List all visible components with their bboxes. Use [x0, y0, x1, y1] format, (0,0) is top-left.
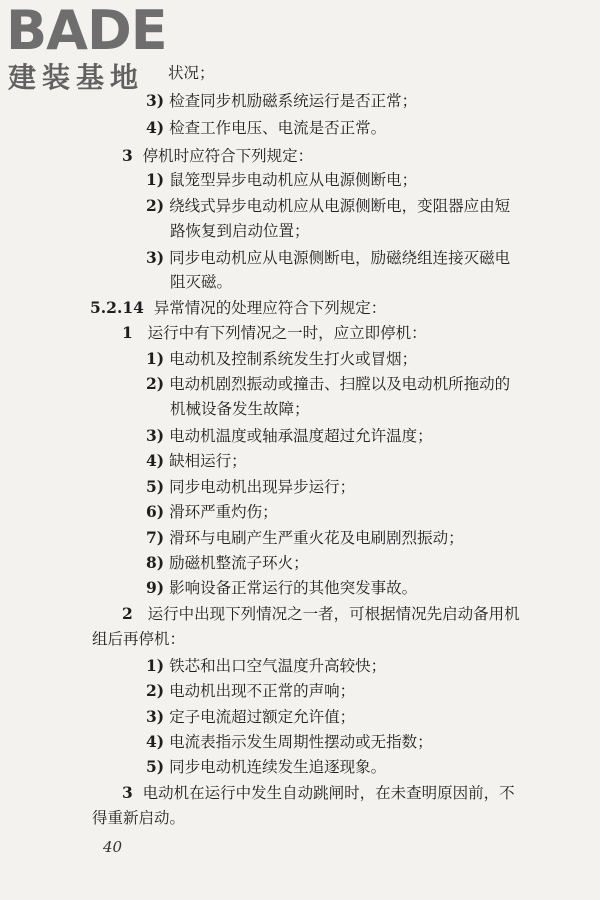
item-text: 铁芯和出口空气温度升高较快；	[169, 657, 387, 675]
clause-number: 3	[122, 146, 133, 165]
item-number: 5)	[146, 757, 165, 776]
list-item	[146, 118, 386, 138]
line-text: 机械设备发生故障；	[170, 400, 310, 418]
item-text: 电动机出现不正常的声响；	[169, 682, 356, 700]
item-text: 同步电动机出现异步运行；	[169, 478, 356, 496]
page-number: 40	[103, 838, 123, 856]
item-number: 8)	[146, 553, 165, 572]
list-item	[146, 374, 510, 394]
list-item	[146, 477, 355, 497]
item-text: 影响设备正常运行的其他突发事故。	[169, 579, 418, 597]
section-heading	[90, 298, 386, 318]
text-line	[168, 63, 215, 83]
item-text: 电动机及控制系统发生打火或冒烟；	[169, 350, 418, 368]
item-number: 2)	[146, 681, 165, 700]
item-text: 鼠笼型异步电动机应从电源侧断电；	[169, 171, 418, 189]
section-number: 5.2.14	[90, 298, 144, 317]
item-number: 4)	[146, 732, 165, 751]
item-number: 3)	[146, 91, 165, 110]
list-item	[146, 196, 510, 216]
item-text: 检查工作电压、电流是否正常。	[169, 119, 387, 137]
clause-text: 停机时应符合下列规定：	[142, 147, 314, 165]
item-text: 电动机温度或轴承温度超过允许温度；	[169, 427, 433, 445]
list-item	[146, 578, 417, 598]
list-item	[146, 91, 417, 111]
item-text: 励磁机整流子环火；	[169, 554, 309, 572]
list-item	[146, 451, 247, 471]
clause-item	[122, 323, 427, 343]
clause-text: 运行中出现下列情况之一者，可根据情况先启动备用机	[147, 605, 520, 623]
clause-text: 电动机在运行中发生自动跳闸时，在未查明原因前，不	[142, 784, 515, 802]
clause-number: 2	[122, 604, 133, 623]
item-text: 同步电动机连续发生追逐现象。	[169, 758, 387, 776]
item-text: 滑环严重灼伤；	[169, 503, 278, 521]
item-text: 缺相运行；	[169, 452, 247, 470]
item-text: 电动机剧烈振动或撞击、扫膛以及电动机所拖动的	[169, 375, 511, 393]
item-number: 4)	[146, 118, 165, 137]
item-number: 3)	[146, 248, 165, 267]
item-number: 2)	[146, 374, 165, 393]
clause-text: 运行中有下列情况之一时，应立即停机：	[147, 324, 427, 342]
line-text: 阻灭磁。	[170, 273, 233, 291]
text-line	[92, 629, 185, 649]
item-number: 5)	[146, 477, 165, 496]
clause-item	[122, 783, 515, 803]
item-text: 定子电流超过额定允许值；	[169, 708, 356, 726]
list-item	[146, 349, 417, 369]
logo-mark: BADE	[6, 0, 167, 62]
item-number: 6)	[146, 502, 165, 521]
list-item	[146, 681, 355, 701]
item-text: 绕线式异步电动机应从电源侧断电，变阻器应由短	[169, 197, 511, 215]
list-item	[146, 707, 355, 727]
list-item	[146, 502, 278, 522]
clause-number: 1	[122, 323, 133, 342]
item-number: 3)	[146, 426, 165, 445]
list-item	[146, 553, 309, 573]
list-item	[146, 732, 433, 752]
list-item	[146, 757, 386, 777]
clause-item	[122, 146, 313, 166]
list-item	[146, 170, 417, 190]
list-item	[146, 248, 510, 268]
text-line	[170, 221, 310, 241]
line-text: 状况；	[168, 64, 215, 82]
item-text: 滑环与电刷产生严重火花及电刷剧烈振动；	[169, 529, 464, 547]
item-number: 4)	[146, 451, 165, 470]
item-number: 7)	[146, 528, 165, 547]
clause-number: 3	[122, 783, 133, 802]
line-text: 组后再停机：	[92, 630, 186, 648]
item-number: 9)	[146, 578, 165, 597]
item-number: 3)	[146, 707, 165, 726]
list-item	[146, 528, 464, 548]
list-item	[146, 426, 433, 446]
logo-subtitle: 建装基地	[8, 61, 145, 94]
item-number: 1)	[146, 349, 165, 368]
item-text: 同步电动机应从电源侧断电，励磁绕组连接灭磁电	[169, 249, 511, 267]
line-text: 得重新启动。	[92, 809, 186, 827]
clause-item	[122, 604, 520, 624]
item-number: 1)	[146, 170, 165, 189]
watermark-logo	[6, 2, 176, 97]
text-line	[170, 399, 310, 419]
item-number: 1)	[146, 656, 165, 675]
list-item	[146, 656, 386, 676]
item-number: 2)	[146, 196, 165, 215]
text-line	[170, 272, 232, 292]
item-text: 检查同步机励磁系统运行是否正常；	[169, 92, 418, 110]
line-text: 路恢复到启动位置；	[170, 222, 310, 240]
text-line	[92, 808, 185, 828]
section-text: 异常情况的处理应符合下列规定：	[153, 299, 387, 317]
item-text: 电流表指示发生周期性摆动或无指数；	[169, 733, 433, 751]
